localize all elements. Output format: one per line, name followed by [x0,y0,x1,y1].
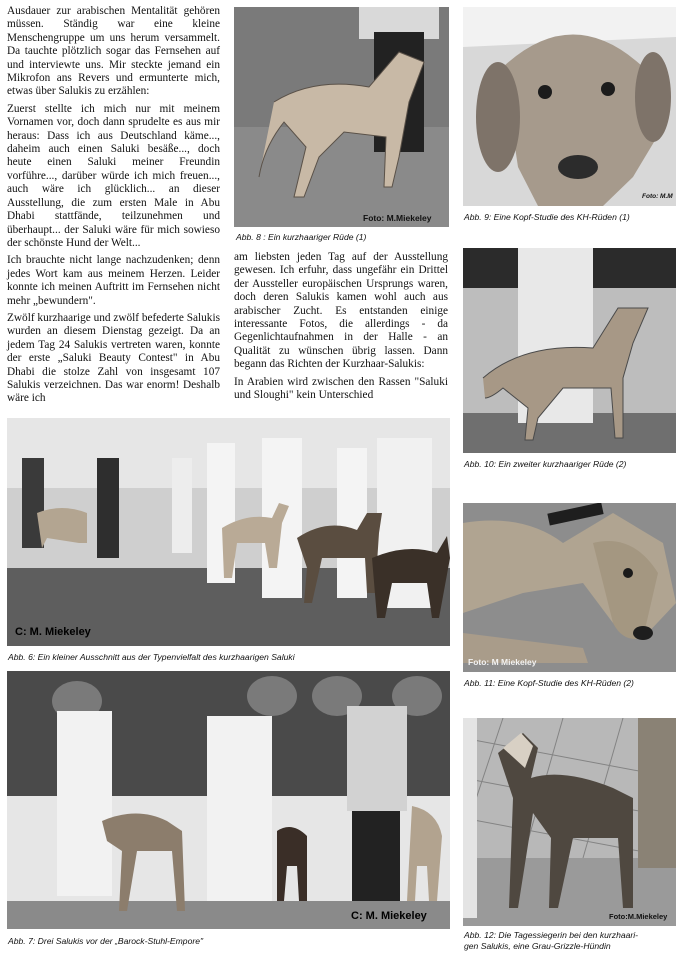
photo-credit: C: M. Miekeley [15,626,91,638]
photo-abb12 [463,718,676,926]
caption-abb7: Abb. 7: Drei Salukis vor der „Barock-Stuhl-Empore" [8,936,204,946]
caption-abb9: Abb. 9: Eine Kopf-Studie des KH-Rüden (1) [464,212,630,222]
caption-line: Abb. 12: Die Tagessiegerin bei den kurzhaari- [464,930,639,940]
photo-credit: C: M. Miekeley [351,910,427,922]
paragraph: Ich brauchte nicht lange nachzudenken; denn jedes Wort kam aus meinem Herzen. Leider konnte ich meinen Auftritt im Fernsehen nicht mehr „bewundern". [7,254,220,307]
caption-abb11: Abb. 11: Eine Kopf-Studie des KH-Rüden (2) [464,678,634,688]
caption-abb12 [464,930,676,951]
paragraph: am liebsten jeden Tag auf der Ausstellung gewesen. Ich erfuhr, dass ungefähr ein Drittel der Aussteller europäischen Ursprungs waren, doch deren Salukis kamen wohl auch aus arabischer Zucht. Es entstanden einige interessante Fotos, die allerdings - da Gegenlichtaufnahmen in der Halle - an Qualität zu wünschen übrig lassen. Dann begann das Richten der Kurzhaar-Salukis: [234,251,448,371]
photo-abb8 [234,7,449,227]
photo-credit: Foto: M.Miekeley [363,213,432,223]
photo-abb11 [463,503,676,672]
photo-credit: Foto: M Miekeley [468,657,537,667]
photo-credit: Foto: M.M [642,193,673,200]
photo-abb7 [7,671,450,929]
caption-abb6: Abb. 6: Ein kleiner Ausschnitt aus der Typenvielfalt des kurzhaarigen Saluki [8,652,295,662]
photo-abb9 [463,7,676,206]
caption-abb10: Abb. 10: Ein zweiter kurzhaariger Rüde (2) [464,459,627,469]
caption-line: gen Salukis, eine Grau-Grizzle-Hündin [464,940,611,951]
caption-abb8: Abb. 8 : Ein kurzhaariger Rüde (1) [236,232,367,242]
paragraph: Zuerst stellte ich mich nur mit meinem Vornamen vor, doch dann sprudelte es aus mir heraus: Dass ich aus Deutschland käme..., daheim auch einen Saluki besäße..., doch heute einen Saluki meiner Freundin vorführe..., darüber würde ich mich freuen..., auch wäre ich glücklich... an dieser Ausstellung, die zum ersten Male in Abu Dhabi stattfände, teilzunehmen und überhaupt... der Saluki wäre für mich sowieso der schönste Hund der Welt... [7,102,220,249]
photo-abb6 [7,418,450,646]
paragraph: Zwölf kurzhaarige und zwölf befederte Salukis wurden an diesem Dienstag gezeigt. Da an jedem Tag 24 Salukis vertreten waren, konnte der erste „Saluki Beauty Contest" in Abu Dhabi die stolze Zahl von insgesamt 107 Salukis verzeichnen. Das war enorm! Deshalb wäre ich [7,311,220,405]
text-column-2 [234,251,448,406]
paragraph: Ausdauer zur arabischen Mentalität gehören müssen. Ständig war eine kleine Menschengruppe um uns herum versammelt. Da tauchte plötzlich sogar das Fernsehen auf und interviewte uns. Mir steckte jemand ein Mikrofon ans Revers und ermunterte mich, etwas über Salukis zu erzählen: [7,5,220,98]
photo-abb10 [463,248,676,453]
paragraph: In Arabien wird zwischen den Rassen "Saluki und Sloughi" kein Unterschied [234,375,448,402]
photo-credit: Foto:M.Miekeley [609,912,668,921]
text-column-1 [7,5,220,410]
